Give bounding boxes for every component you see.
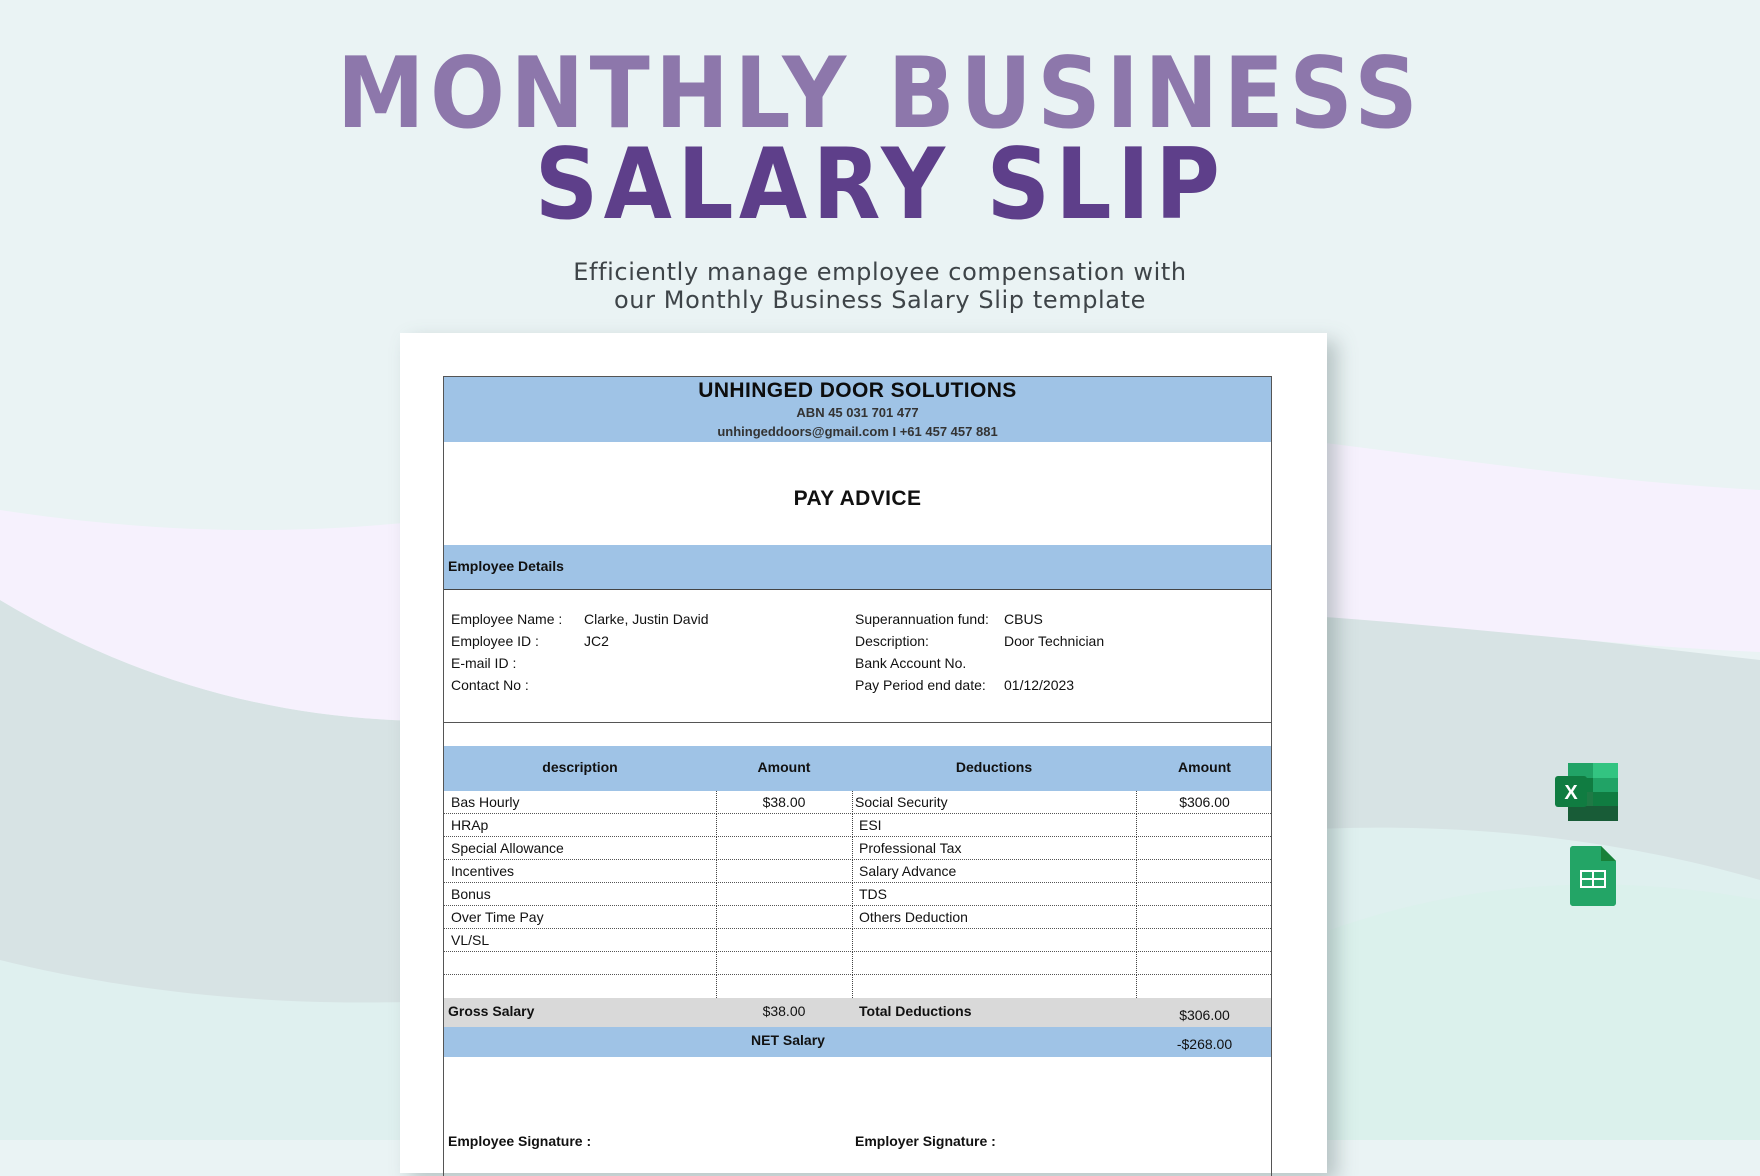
deduction-label: Social Security <box>855 794 948 810</box>
total-deductions-label: Total Deductions <box>859 1003 972 1019</box>
svg-text:X: X <box>1564 782 1578 804</box>
google-sheets-icon[interactable] <box>1570 846 1616 906</box>
gross-salary-amount: $38.00 <box>762 1003 806 1019</box>
deduction-label: TDS <box>859 886 887 902</box>
employee-details-heading: Employee Details <box>448 558 564 574</box>
detail-label: Pay Period end date: <box>855 677 986 693</box>
deduction-label: Professional Tax <box>859 840 962 856</box>
column-divider <box>852 860 853 883</box>
earning-label: Bas Hourly <box>451 794 520 810</box>
employee-signature-label: Employee Signature : <box>448 1133 592 1149</box>
table-row <box>444 814 1271 837</box>
detail-value: JC2 <box>584 633 609 649</box>
deduction-label: Salary Advance <box>859 863 957 879</box>
company-abn: ABN 45 031 701 477 <box>796 405 919 420</box>
column-divider <box>852 814 853 837</box>
net-salary-amount: -$268.00 <box>1176 1036 1233 1052</box>
deduction-label: ESI <box>859 817 882 833</box>
table-row <box>444 929 1271 952</box>
employee-detail-row <box>444 677 1271 699</box>
detail-label: Bank Account No. <box>855 655 967 671</box>
employee-detail-row <box>444 611 1271 633</box>
table-row <box>444 906 1271 929</box>
earning-label: VL/SL <box>451 932 490 948</box>
table-row <box>444 975 1271 998</box>
company-name: UNHINGED DOOR SOLUTIONS <box>698 379 1017 402</box>
total-deductions-amount: $306.00 <box>1179 1007 1230 1023</box>
hero-title-line1: MONTHLY BUSINESS <box>336 37 1424 151</box>
earning-label: Bonus <box>451 886 491 902</box>
earning-amount: $38.00 <box>762 794 806 810</box>
company-contact: unhingeddoors@gmail.com I +61 457 457 881 <box>717 424 998 439</box>
employer-signature-label: Employer Signature : <box>855 1133 996 1149</box>
detail-label: Employee ID : <box>451 633 539 649</box>
detail-label: Superannuation fund: <box>855 611 989 627</box>
table-row <box>444 952 1271 975</box>
totals-row <box>444 998 1271 1027</box>
net-salary-row <box>444 1027 1271 1057</box>
hero-subtitle-line2: our Monthly Business Salary Slip template <box>614 286 1146 314</box>
company-header <box>444 377 1271 442</box>
detail-label: Description: <box>855 633 929 649</box>
earning-label: Incentives <box>451 863 515 879</box>
earning-label: Special Allowance <box>451 840 564 856</box>
detail-label: Employee Name : <box>451 611 563 627</box>
employee-detail-row <box>444 633 1271 655</box>
earning-label: HRAp <box>451 817 489 833</box>
detail-value: Door Technician <box>1004 633 1105 649</box>
employee-details <box>444 590 1271 723</box>
detail-label: Contact No : <box>451 677 529 693</box>
hero-title-line2: SALARY SLIP <box>534 128 1226 242</box>
detail-value: CBUS <box>1004 611 1043 627</box>
detail-value: Clarke, Justin David <box>584 611 709 627</box>
column-divider <box>852 975 853 998</box>
employee-details-header <box>444 545 1271 590</box>
table-row <box>444 837 1271 860</box>
column-divider <box>852 906 853 929</box>
net-salary-label: NET Salary <box>751 1032 825 1048</box>
pay-table-header <box>444 746 1271 791</box>
employee-detail-row <box>444 655 1271 677</box>
detail-value: 01/12/2023 <box>1004 677 1075 693</box>
table-row <box>444 860 1271 883</box>
header-amount: Amount <box>757 759 811 775</box>
table-row <box>444 883 1271 906</box>
column-divider <box>852 837 853 860</box>
hero-subtitle-line1: Efficiently manage employee compensation with <box>573 258 1187 286</box>
salary-slip <box>443 376 1272 1176</box>
table-row <box>444 791 1271 814</box>
deduction-label: Others Deduction <box>859 909 968 925</box>
header-deductions: Deductions <box>955 759 1033 775</box>
excel-icon[interactable] <box>1555 763 1618 821</box>
column-divider <box>852 883 853 906</box>
detail-label: E-mail ID : <box>451 655 517 671</box>
gross-salary-label: Gross Salary <box>448 1003 535 1019</box>
column-divider <box>852 952 853 975</box>
column-divider <box>852 929 853 952</box>
column-divider <box>852 791 853 814</box>
deduction-amount: $306.00 <box>1179 794 1230 810</box>
header-description: description <box>542 759 618 775</box>
header-deduction-amount: Amount <box>1178 759 1231 775</box>
document-title: PAY ADVICE <box>793 487 922 510</box>
earning-label: Over Time Pay <box>451 909 544 925</box>
